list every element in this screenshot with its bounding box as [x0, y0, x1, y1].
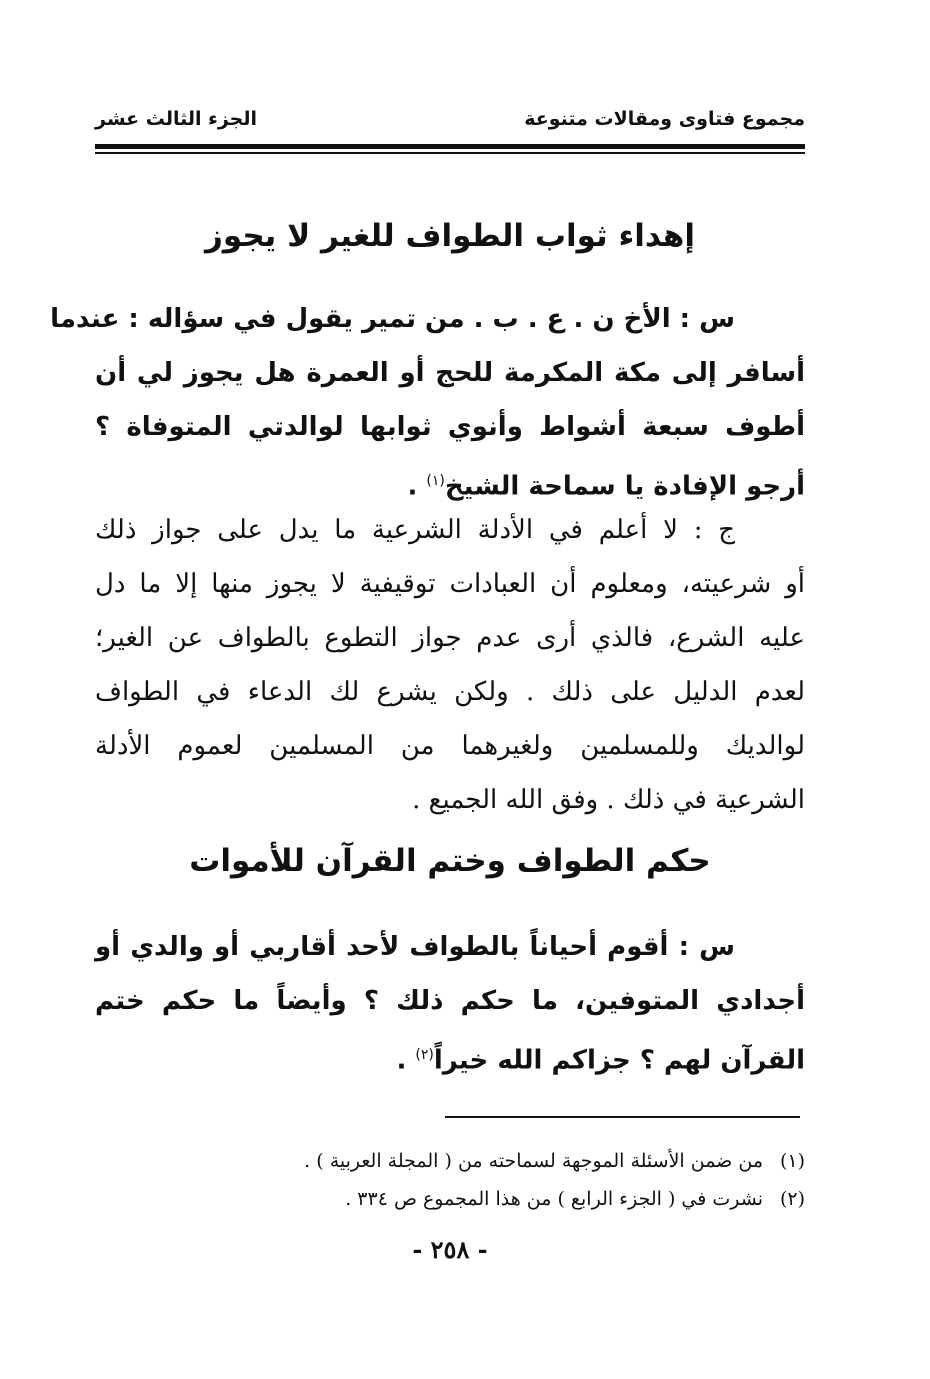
answer-1-line: الشرعية في ذلك . وفق الله الجميع . [412, 785, 805, 815]
answer-1-line: عليه الشرع، فالذي أرى عدم جواز التطوع بالطواف عن الغير؛ [95, 623, 805, 653]
answer-1-line: لوالديك وللمسلمين ولغيرهما من المسلمين لعموم الأدلة [95, 731, 805, 761]
answer-1-line: لعدم الدليل على ذلك . ولكن يشرع لك الدعاء في الطواف [95, 677, 805, 707]
footnote-text: نشرت في ( الجزء الرابع ) من هذا المجموع ص ٣٣٤ . [345, 1188, 763, 1210]
footnote-mark-2: (٢) [415, 1047, 434, 1063]
footnote-2 [95, 1180, 805, 1218]
question-1-line-last [95, 454, 805, 508]
footnote-mark-1: (١) [426, 473, 445, 489]
volume-label: الجزء الثالث عشر [95, 108, 258, 130]
answer-1-line: ج : لا أعلم في الأدلة الشرعية ما يدل على جواز ذلك [95, 515, 735, 545]
question-2-line: أجدادي المتوفين، ما حكم ذلك ؟ وأيضاً ما حكم ختم [95, 986, 805, 1016]
question-1 [50, 292, 805, 508]
book-title: مجموع فتاوى ومقالات متنوعة [524, 108, 805, 130]
section-title-1: إهداء ثواب الطواف للغير لا يجوز [205, 218, 695, 254]
footnote-separator [445, 1116, 800, 1118]
question-1-line: س : الأخ ن . ع . ب . من تمير يقول في سؤاله : عندما [50, 304, 735, 334]
footnotes [95, 1142, 805, 1218]
running-header [95, 108, 805, 138]
footnote-number: (٢) [779, 1188, 805, 1210]
section-title-2: حكم الطواف وختم القرآن للأموات [189, 843, 711, 879]
question-2-line-text: القرآن لهم ؟ جزاكم الله خيراً [433, 1045, 805, 1076]
answer-1 [95, 503, 805, 827]
question-2-end: . [396, 1045, 416, 1076]
question-1-end: . [407, 471, 427, 502]
question-1-line: أسافر إلى مكة المكرمة للحج أو العمرة هل يجوز لي أن [95, 358, 805, 388]
footnote-1 [95, 1142, 805, 1180]
question-1-line-text: أرجو الإفادة يا سماحة الشيخ [444, 471, 805, 502]
footnote-number: (١) [779, 1150, 805, 1172]
answer-1-line: أو شرعيته، ومعلوم أن العبادات توقيفية لا يجوز منها إلا ما دل [95, 569, 805, 599]
question-2-line: س : أقوم أحياناً بالطواف لأحد أقاربي أو والدي أو [95, 932, 735, 962]
page-number: - ٢٥٨ - [412, 1235, 488, 1264]
header-rule-thin [95, 152, 805, 154]
question-1-line: أطوف سبعة أشواط وأنوي ثوابها لوالدتي المتوفاة ؟ [95, 412, 805, 442]
question-2 [95, 920, 805, 1082]
header-rule-thick [95, 144, 805, 149]
question-2-line-last [95, 1028, 805, 1082]
footnote-text: من ضمن الأسئلة الموجهة لسماحته من ( المجلة العربية ) . [304, 1150, 763, 1172]
